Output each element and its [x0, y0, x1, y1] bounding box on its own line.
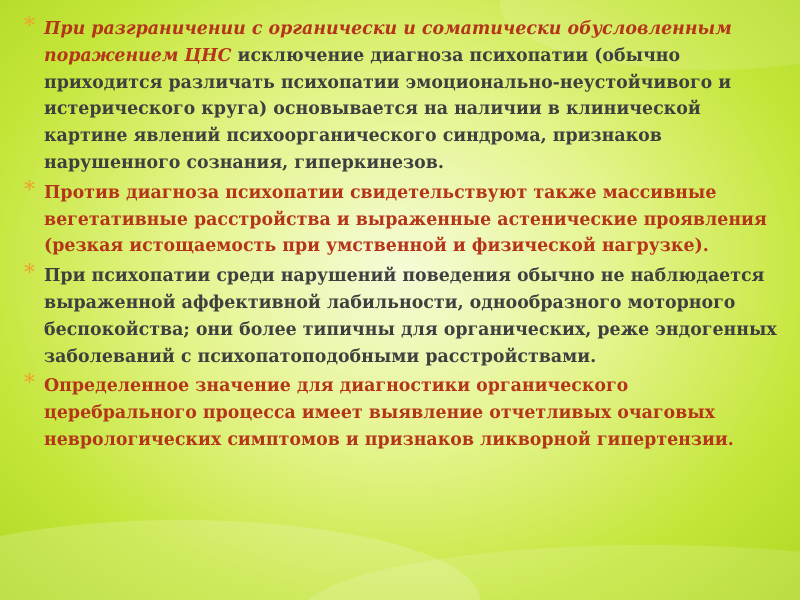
- bullet-text: Определенное значение для диагностики органического церебрального процесса имеет выявление отчетливых очаговых неврологических симптомов и признаков ликворной гипертензии.: [44, 376, 734, 450]
- bullet-text: исключение диагноза психопатии (обычно приходится различать психопатии эмоционально-неустойчивого и истерического круга) основывается на наличии в клинической картине явлений психоорганического синдрома, признаков нарушенного сознания, гиперкинезов.: [44, 45, 732, 173]
- asterisk-bullet-icon: *: [24, 261, 35, 287]
- asterisk-bullet-icon: *: [24, 14, 35, 39]
- bullet-item: [22, 177, 782, 260]
- slide-content: [22, 16, 782, 566]
- bullet-text-emphasis: При разграничении с органически и соматически обусловленным поражением ЦНС: [44, 19, 732, 66]
- bullet-text: При психопатии среди нарушений поведения обычно не наблюдается выраженной аффективной лабильности, однообразного моторного беспокойства; они более типичны для органических, реже эндогенных заболеваний с психопатоподобными расстройствами.: [44, 266, 777, 367]
- bullet-text: Против диагноза психопатии свидетельствуют также массивные вегетативные расстройства и выраженные астенические проявления (резкая истощаемость при умственной и физической нагрузке).: [44, 182, 767, 257]
- bullet-item: [22, 373, 782, 453]
- bullet-item: [22, 263, 782, 370]
- asterisk-bullet-icon: *: [24, 177, 35, 203]
- asterisk-bullet-icon: *: [24, 371, 35, 397]
- bullet-item: [22, 16, 782, 177]
